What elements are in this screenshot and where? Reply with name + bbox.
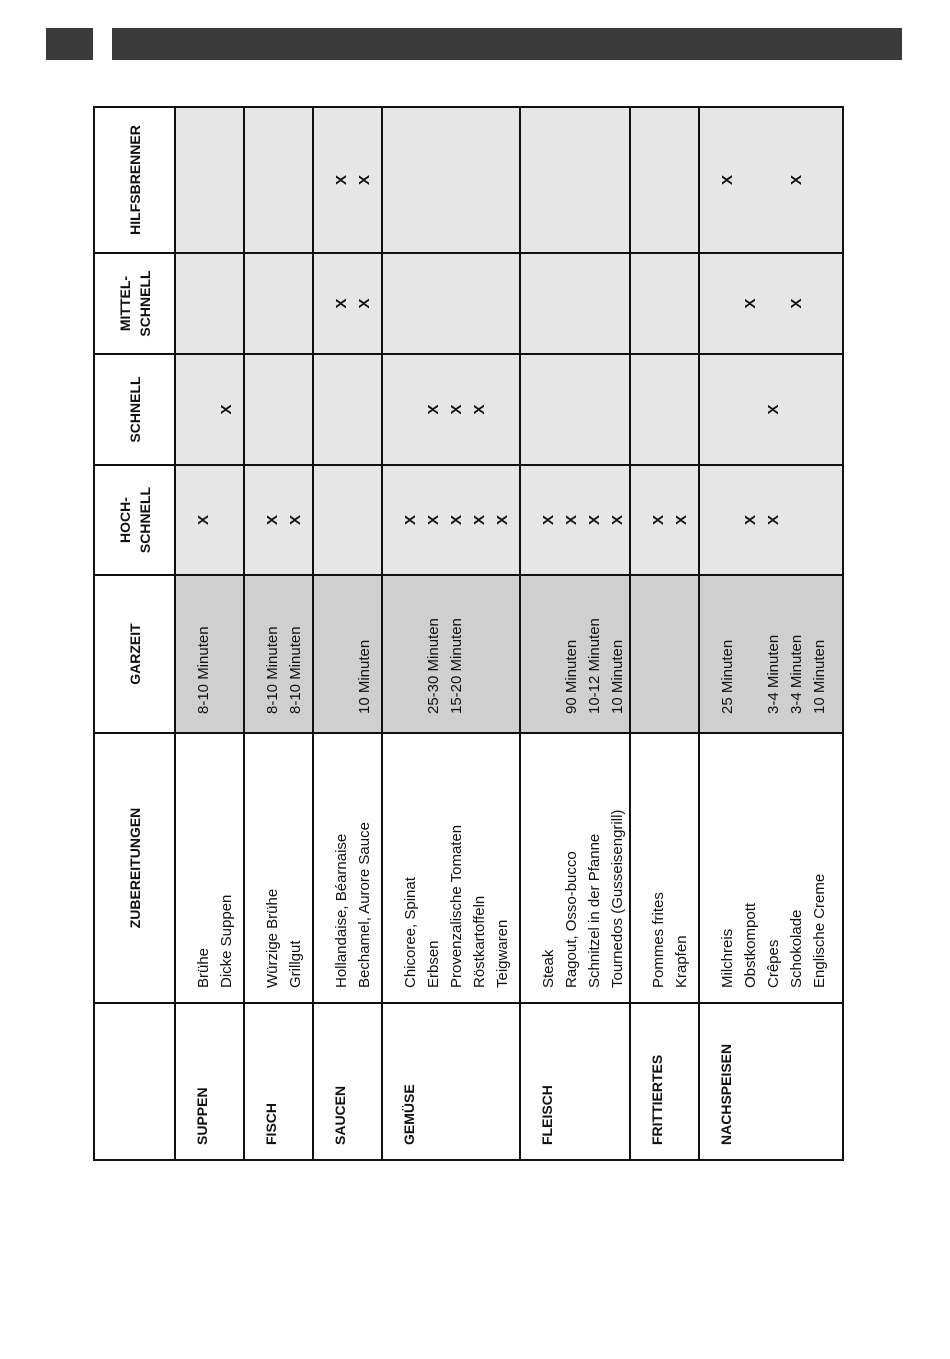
preparation-cell bbox=[244, 733, 313, 1003]
fast-cell bbox=[244, 354, 313, 465]
preparation-cell-line: Milchreis bbox=[719, 928, 736, 988]
fast-cell-line bbox=[739, 355, 762, 464]
preparation-cell-line: Crêpes bbox=[765, 939, 782, 988]
time-cell bbox=[175, 575, 244, 733]
medium-fast-cell-line: X bbox=[788, 298, 805, 309]
preparation-cell-line: Würzige Brühe bbox=[264, 888, 281, 988]
medium-fast-cell-line bbox=[647, 254, 670, 353]
time-cell-line bbox=[647, 576, 670, 714]
medium-fast-cell bbox=[699, 253, 843, 354]
fast-cell bbox=[382, 354, 520, 465]
medium-fast-cell bbox=[244, 253, 313, 354]
medium-fast-cell-line bbox=[583, 254, 606, 353]
time-cell-line: 3-4 Minuten bbox=[788, 634, 805, 714]
fast-cell-line bbox=[785, 355, 808, 464]
fast-cell-line bbox=[560, 355, 583, 464]
fast-cell-line bbox=[647, 355, 670, 464]
medium-fast-cell-line bbox=[537, 254, 560, 353]
auxiliary-cell bbox=[175, 107, 244, 253]
auxiliary-cell bbox=[313, 107, 382, 253]
preparation-cell-line: Hollandaise, Béarnaise bbox=[333, 833, 350, 988]
very-fast-cell-line: X bbox=[402, 515, 419, 526]
category-label: FISCH bbox=[244, 1003, 313, 1160]
fast-cell-line: X bbox=[218, 404, 235, 415]
fast-cell-line bbox=[192, 355, 215, 464]
header-block-left bbox=[46, 28, 93, 60]
medium-fast-cell bbox=[382, 253, 520, 354]
very-fast-cell-line: X bbox=[264, 515, 281, 526]
medium-fast-cell-line: X bbox=[333, 298, 350, 309]
time-cell-line bbox=[491, 576, 514, 714]
auxiliary-cell-line bbox=[560, 108, 583, 252]
preparation-cell-line: Bechamel, Aurore Sauce bbox=[356, 822, 373, 988]
preparation-cell-line: Englische Creme bbox=[811, 873, 828, 988]
very-fast-cell-line: X bbox=[650, 515, 667, 526]
preparation-cell-line: Grillgut bbox=[287, 940, 304, 988]
header-time: GARZEIT bbox=[94, 575, 175, 733]
very-fast-cell bbox=[520, 465, 630, 575]
time-cell-line: 90 Minuten bbox=[563, 639, 580, 714]
time-cell bbox=[630, 575, 699, 733]
medium-fast-cell-line bbox=[261, 254, 284, 353]
time-cell-line bbox=[215, 576, 238, 714]
fast-cell-line bbox=[353, 355, 376, 464]
time-cell-line: 25-30 Minuten bbox=[425, 618, 442, 714]
time-cell-line: 10 Minuten bbox=[609, 639, 626, 714]
fast-cell bbox=[175, 354, 244, 465]
time-cell-line bbox=[670, 576, 693, 714]
table-row bbox=[630, 107, 699, 1160]
auxiliary-cell-line bbox=[670, 108, 693, 252]
cooking-table bbox=[93, 106, 844, 1161]
time-cell-line: 25 Minuten bbox=[719, 639, 736, 714]
very-fast-cell-line: X bbox=[609, 515, 626, 526]
very-fast-cell-line bbox=[353, 466, 376, 574]
auxiliary-cell-line bbox=[583, 108, 606, 252]
very-fast-cell bbox=[175, 465, 244, 575]
fast-cell-line bbox=[808, 355, 831, 464]
medium-fast-cell-line bbox=[399, 254, 422, 353]
time-cell bbox=[520, 575, 630, 733]
very-fast-cell bbox=[630, 465, 699, 575]
medium-fast-cell-line bbox=[445, 254, 468, 353]
fast-cell-line: X bbox=[765, 404, 782, 415]
preparation-cell-line: Schnitzel in der Pfanne bbox=[586, 833, 603, 988]
medium-fast-cell-line: X bbox=[356, 298, 373, 309]
very-fast-cell-line: X bbox=[586, 515, 603, 526]
time-cell-line: 10-12 Minuten bbox=[586, 618, 603, 714]
medium-fast-cell-line: X bbox=[742, 298, 759, 309]
auxiliary-cell-line: X bbox=[719, 175, 736, 186]
fast-cell bbox=[313, 354, 382, 465]
fast-cell bbox=[520, 354, 630, 465]
preparation-cell-line: Krapfen bbox=[673, 935, 690, 988]
very-fast-cell-line: X bbox=[673, 515, 690, 526]
table-row bbox=[244, 107, 313, 1160]
auxiliary-cell bbox=[699, 107, 843, 253]
preparation-cell bbox=[699, 733, 843, 1003]
category-label: GEMÜSE bbox=[382, 1003, 520, 1160]
preparation-cell-line: Provenzalische Tomaten bbox=[448, 824, 465, 988]
preparation-cell-line: Brühe bbox=[195, 947, 212, 988]
preparation-cell-line: Ragout, Osso-bucco bbox=[563, 851, 580, 988]
header-fast: SCHNELL bbox=[94, 354, 175, 465]
auxiliary-cell-line bbox=[606, 108, 629, 252]
medium-fast-cell bbox=[175, 253, 244, 354]
time-cell-line bbox=[468, 576, 491, 714]
time-cell-line: 8-10 Minuten bbox=[287, 626, 304, 714]
very-fast-cell-line bbox=[808, 466, 831, 574]
very-fast-cell bbox=[382, 465, 520, 575]
auxiliary-cell bbox=[244, 107, 313, 253]
fast-cell-line bbox=[583, 355, 606, 464]
auxiliary-cell-line bbox=[491, 108, 514, 252]
medium-fast-cell-line bbox=[468, 254, 491, 353]
time-cell bbox=[699, 575, 843, 733]
medium-fast-cell-line bbox=[762, 254, 785, 353]
auxiliary-cell-line bbox=[284, 108, 307, 252]
header-very-fast: HOCH- SCHNELL bbox=[94, 465, 175, 575]
very-fast-cell-line: X bbox=[448, 515, 465, 526]
time-cell-line bbox=[537, 576, 560, 714]
medium-fast-cell-line bbox=[606, 254, 629, 353]
auxiliary-cell-line bbox=[261, 108, 284, 252]
very-fast-cell bbox=[244, 465, 313, 575]
preparation-cell bbox=[520, 733, 630, 1003]
medium-fast-cell-line bbox=[284, 254, 307, 353]
auxiliary-cell-line: X bbox=[356, 175, 373, 186]
very-fast-cell bbox=[313, 465, 382, 575]
very-fast-cell-line: X bbox=[287, 515, 304, 526]
medium-fast-cell-line bbox=[670, 254, 693, 353]
auxiliary-cell-line bbox=[739, 108, 762, 252]
preparation-cell-line: Chicoree, Spinat bbox=[402, 877, 419, 988]
very-fast-cell-line: X bbox=[742, 515, 759, 526]
fast-cell-line: X bbox=[448, 404, 465, 415]
very-fast-cell-line bbox=[716, 466, 739, 574]
preparation-cell-line: Erbsen bbox=[425, 940, 442, 988]
preparation-cell-line: Steak bbox=[540, 949, 557, 988]
preparation-cell-line: Dicke Suppen bbox=[218, 894, 235, 988]
fast-cell-line bbox=[537, 355, 560, 464]
time-cell-line: 8-10 Minuten bbox=[195, 626, 212, 714]
preparation-cell bbox=[313, 733, 382, 1003]
fast-cell-line bbox=[491, 355, 514, 464]
very-fast-cell-line: X bbox=[765, 515, 782, 526]
very-fast-cell-line bbox=[785, 466, 808, 574]
auxiliary-cell-line bbox=[215, 108, 238, 252]
fast-cell-line bbox=[330, 355, 353, 464]
medium-fast-cell bbox=[630, 253, 699, 354]
table-row bbox=[699, 107, 843, 1160]
time-cell bbox=[382, 575, 520, 733]
time-cell-line bbox=[330, 576, 353, 714]
medium-fast-cell bbox=[520, 253, 630, 354]
time-cell-line: 10 Minuten bbox=[811, 639, 828, 714]
very-fast-cell-line: X bbox=[540, 515, 557, 526]
category-label: FRITTIERTES bbox=[630, 1003, 699, 1160]
category-label: FLEISCH bbox=[520, 1003, 630, 1160]
fast-cell-line bbox=[399, 355, 422, 464]
time-cell-line: 15-20 Minuten bbox=[448, 618, 465, 714]
fast-cell bbox=[699, 354, 843, 465]
medium-fast-cell bbox=[313, 253, 382, 354]
fast-cell-line bbox=[606, 355, 629, 464]
auxiliary-cell-line bbox=[422, 108, 445, 252]
time-cell-line bbox=[399, 576, 422, 714]
preparation-cell-line: Schokolade bbox=[788, 909, 805, 988]
category-label: NACHSPEISEN bbox=[699, 1003, 843, 1160]
medium-fast-cell-line bbox=[192, 254, 215, 353]
fast-cell-line bbox=[670, 355, 693, 464]
preparation-cell-line: Teigwaren bbox=[494, 919, 511, 988]
header-preparations: ZUBEREITUNGEN bbox=[94, 733, 175, 1003]
auxiliary-cell-line bbox=[445, 108, 468, 252]
preparation-cell bbox=[175, 733, 244, 1003]
auxiliary-cell bbox=[382, 107, 520, 253]
auxiliary-cell-line bbox=[192, 108, 215, 252]
category-label: SAUCEN bbox=[313, 1003, 382, 1160]
header-medium-fast: MITTEL- SCHNELL bbox=[94, 253, 175, 354]
auxiliary-cell-line bbox=[537, 108, 560, 252]
medium-fast-cell-line bbox=[491, 254, 514, 353]
medium-fast-cell-line bbox=[422, 254, 445, 353]
auxiliary-cell bbox=[520, 107, 630, 253]
fast-cell bbox=[630, 354, 699, 465]
medium-fast-cell-line bbox=[716, 254, 739, 353]
category-label: SUPPEN bbox=[175, 1003, 244, 1160]
table-row bbox=[313, 107, 382, 1160]
header-bar bbox=[112, 28, 902, 60]
very-fast-cell-line bbox=[330, 466, 353, 574]
medium-fast-cell-line bbox=[560, 254, 583, 353]
time-cell bbox=[244, 575, 313, 733]
auxiliary-cell-line bbox=[808, 108, 831, 252]
time-cell-line bbox=[739, 576, 762, 714]
fast-cell-line: X bbox=[471, 404, 488, 415]
very-fast-cell-line: X bbox=[425, 515, 442, 526]
preparation-cell-line: Röstkartoffeln bbox=[471, 895, 488, 988]
auxiliary-cell-line bbox=[762, 108, 785, 252]
preparation-cell-line: Tournedos (Gusseisengrill) bbox=[609, 809, 626, 988]
table-row bbox=[175, 107, 244, 1160]
fast-cell-line: X bbox=[425, 404, 442, 415]
header-auxiliary: HILFSBRENNER bbox=[94, 107, 175, 253]
auxiliary-cell-line bbox=[468, 108, 491, 252]
very-fast-cell-line: X bbox=[195, 515, 212, 526]
auxiliary-cell-line bbox=[647, 108, 670, 252]
corner-cell bbox=[94, 1003, 175, 1160]
medium-fast-cell-line bbox=[215, 254, 238, 353]
fast-cell-line bbox=[716, 355, 739, 464]
very-fast-cell-line: X bbox=[563, 515, 580, 526]
cooking-table-rotated bbox=[93, 108, 842, 1161]
table-row bbox=[520, 107, 630, 1160]
auxiliary-cell bbox=[630, 107, 699, 253]
preparation-cell-line: Pommes frites bbox=[650, 892, 667, 988]
fast-cell-line bbox=[261, 355, 284, 464]
auxiliary-cell-line bbox=[399, 108, 422, 252]
table-row bbox=[382, 107, 520, 1160]
very-fast-cell-line: X bbox=[471, 515, 488, 526]
very-fast-cell bbox=[699, 465, 843, 575]
preparation-cell-line: Obstkompott bbox=[742, 902, 759, 988]
very-fast-cell-line: X bbox=[494, 515, 511, 526]
auxiliary-cell-line: X bbox=[333, 175, 350, 186]
time-cell-line: 8-10 Minuten bbox=[264, 626, 281, 714]
very-fast-cell-line bbox=[215, 466, 238, 574]
time-cell-line: 3-4 Minuten bbox=[765, 634, 782, 714]
fast-cell-line bbox=[284, 355, 307, 464]
preparation-cell bbox=[630, 733, 699, 1003]
auxiliary-cell-line: X bbox=[788, 175, 805, 186]
medium-fast-cell-line bbox=[808, 254, 831, 353]
preparation-cell bbox=[382, 733, 520, 1003]
time-cell bbox=[313, 575, 382, 733]
time-cell-line: 10 Minuten bbox=[356, 639, 373, 714]
